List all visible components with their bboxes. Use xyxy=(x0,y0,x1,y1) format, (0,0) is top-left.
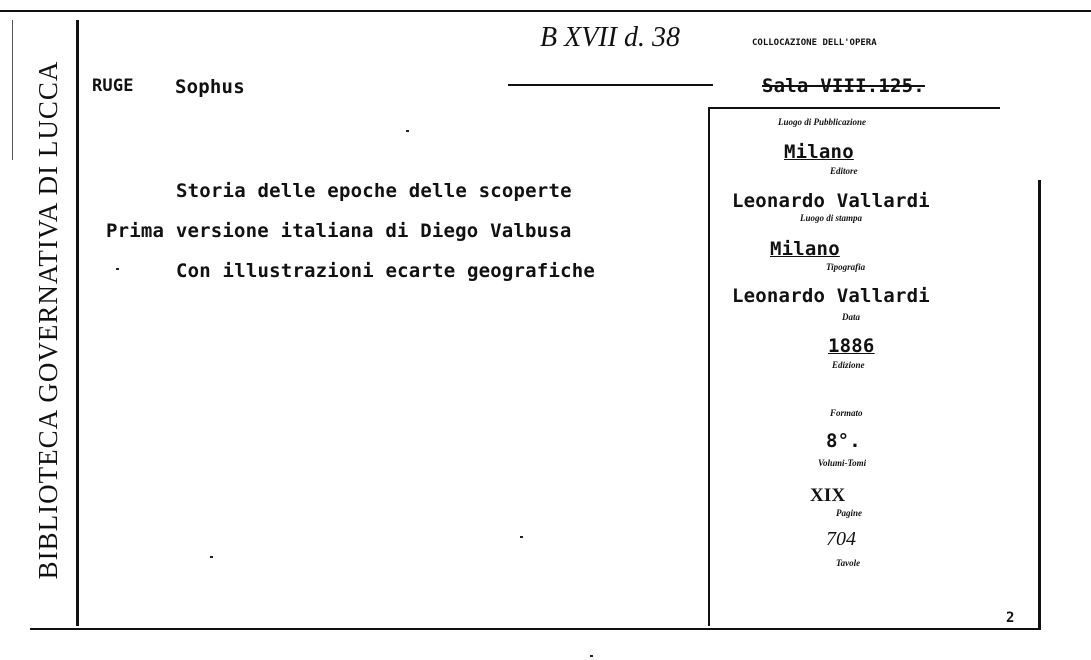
value-tipografia: Leonardo Vallardi xyxy=(732,285,930,307)
details-box-top xyxy=(708,107,1000,109)
collocation-old: Sala VIII.125. xyxy=(762,75,925,97)
label-data: Data xyxy=(842,312,860,322)
scan-speck xyxy=(520,536,523,538)
shelfmark-struck xyxy=(508,60,713,86)
shelfmark-handwritten: B XVII d. 38 xyxy=(540,22,680,53)
label-tavole: Tavole xyxy=(836,558,861,568)
bottom-border-line xyxy=(30,628,1040,630)
collocation-label: COLLOCAZIONE DELL'OPERA xyxy=(752,38,877,48)
card-number: 2 xyxy=(1006,610,1015,626)
value-pagine: XIX xyxy=(810,485,846,506)
scan-speck xyxy=(116,268,119,270)
title-line-1: Storia delle epoche delle scoperte xyxy=(176,180,572,202)
library-name: BIBLIOTECA GOVERNATIVA DI LUCCA xyxy=(33,60,63,580)
label-editore: Editore xyxy=(830,166,858,176)
scan-speck xyxy=(590,655,593,657)
left-edge-mark xyxy=(12,20,13,160)
scan-speck xyxy=(210,556,213,558)
title-line-2: Prima versione italiana di Diego Valbusa xyxy=(106,220,572,242)
value-tavole: 704 xyxy=(826,528,856,550)
label-volumi: Volumi-Tomi xyxy=(818,458,867,468)
details-box-left xyxy=(708,108,710,626)
value-luogo-pubblicazione: Milano xyxy=(784,141,854,163)
author-name: Sophus xyxy=(175,76,245,98)
label-luogo-pubblicazione: Luogo di Pubblicazione xyxy=(778,117,867,127)
value-editore: Leonardo Vallardi xyxy=(732,190,930,212)
details-box-right xyxy=(1038,180,1041,630)
title-line-3: Con illustrazioni ecarte geografiche xyxy=(176,260,596,282)
label-tipografia: Tipografia xyxy=(826,262,866,272)
top-border-line xyxy=(0,10,1091,12)
label-luogo-stampa: Luogo di stampa xyxy=(800,213,863,223)
scan-speck xyxy=(406,130,409,132)
value-data: 1886 xyxy=(828,335,875,357)
label-edizione: Edizione xyxy=(832,360,865,370)
value-formato: 8°. xyxy=(826,430,861,452)
sidebar-divider xyxy=(76,20,79,626)
value-luogo-stampa: Milano xyxy=(770,238,840,260)
label-pagine: Pagine xyxy=(836,508,862,518)
author-surname: RUGE xyxy=(92,76,134,96)
label-formato: Formato xyxy=(830,408,863,418)
